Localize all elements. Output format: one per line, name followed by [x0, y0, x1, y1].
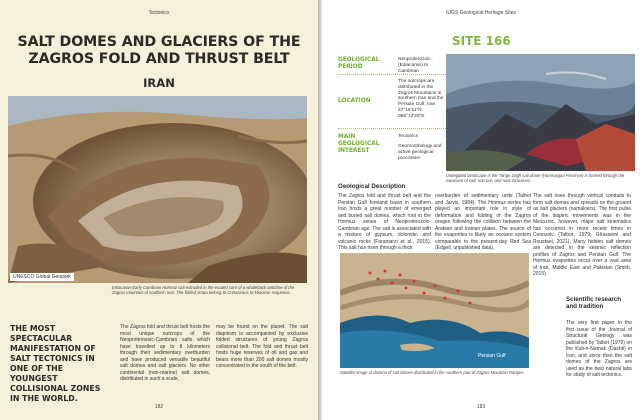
aerial-photo-image — [8, 96, 307, 283]
body-column-1: The Zagros fold and thrust belt and the Persian Gulf foreland basin in southern Iran hosts a great number of emerged and buried salt domes, which root in the Hormuz series of Neoproterozoic-Cambrian age. The salt is associated with a mixture of gypsum, dolomite, and volcanic rocks (Faramarzi et al., 2015). This salt has risen through a thick — [338, 193, 431, 251]
geological-interest-value-2: Geomorphology and active geological processes — [398, 144, 442, 161]
location-value: The outcrops are distributed in the Zagros Mountains in southern Iran and the Persian Gulf, Iran 27°16'11"N 055°13'20"E — [398, 79, 444, 119]
site-number: SITE 166 — [452, 34, 511, 48]
section-heading: Geological Description — [338, 183, 406, 190]
photo-caption: Ediacaran-Early Cambrian Hormuz salt extruded in the eroded core of a whaleback anticline of the Zagros mountain of southern Iran. The folded strata belong to Cretaceous to Miocene sequence. — [112, 285, 295, 296]
geological-period-label: GEOLOGICAL PERIOD — [338, 57, 380, 70]
body-column-3: The salt rises through vertical conduits to form salt domes and spreads on the ground as salt glaciers (namakiers). The first pulse of the diapiric movements was in the Mesozoic, however, major salt kinematics has occurred in more recent times in Cenozoic (Talbot, 1979; Ghassemi and Roustaei, 2021). Many hidden salt domes are detected in the seismic reflection profiles of Zagros and Persian Gulf. The Hormuz evaporites occur over a vast area of Iran, Middle East and Pakistan (Smith, 2015). — [533, 193, 631, 277]
body-column-2: may be found on the planet. The salt diapirism is accompanied by exclusive folded structures of young Zagros collisional belt. The fold and thrust belt hosts huge reserves of oil and gas and bears more than 200 salt domes mostly concentrated in the south of the belt. — [216, 324, 308, 369]
pull-quote: THE MOST SPECTACULAR MANIFESTATION OF SALT TECTONICS IN ONE OF THE YOUNGEST COLLISIONAL ZONES IN THE WORLD. — [10, 324, 101, 403]
running-head: Tectonics — [148, 10, 170, 16]
unesco-geopark-badge: UNESCO Global Geopark — [10, 273, 74, 281]
divider — [338, 128, 446, 129]
divider — [338, 74, 446, 75]
page-number: 182 — [154, 404, 164, 410]
right-page — [322, 0, 640, 420]
science-text: The very first paper in the first issue of the Journal of Structural Geology was published by Talbot (1979) on the Kuh-e-Namak (Dashti) in Iran, and since then the salt domes of the Zagros are used as the best natural labs for study of salt tectonics. — [566, 320, 632, 378]
geological-interest-value-1: Tectonics — [398, 134, 418, 139]
map-caption: Satellite image of dozens of salt domes distributed in the southern part of Zagros Mountain Ranges. — [340, 370, 525, 375]
section-heading-science: Scientific research and tradition — [566, 296, 622, 310]
salt-dome-landscape-photo — [446, 54, 635, 171]
geological-interest-label: MAIN GEOLOGICAL INTEREST — [338, 134, 380, 154]
satellite-map — [340, 253, 529, 368]
country-subtitle: IRAN — [143, 76, 175, 90]
location-label: LOCATION — [338, 98, 371, 104]
running-head: IUGS Geological Heritage Sites — [445, 10, 517, 16]
left-page — [0, 0, 318, 420]
geological-period-value: Neoproterozoic (Ediacaran) to Cambrian — [398, 57, 431, 74]
landscape-photo-image — [446, 54, 635, 171]
body-column-2: overburden of sedimentary units (Talbot and Jarvis, 1984). The Hormuz series has played an important role in style of deformation and folding of the Zagros orogen following the collision between the Arabian and Iranian plates. The source of the evaporites is likely an oceanic system comparable to the present-day Red Sea (Edgell, unpublished data). — [435, 193, 531, 251]
page-title: SALT DOMES AND GLACIERS OF THE ZAGROS FOLD AND THRUST BELT — [17, 34, 301, 67]
aerial-photo-salt-dome — [8, 96, 307, 283]
map-label-persian-gulf: Persian Gulf — [478, 353, 506, 359]
body-column-1: The Zagros fold and thrust belt hosts the most unique outcrops of the Neoproterozoic-Cambrian salts which have travelled up to 8 kilometers through their sedimentary overburden and have produced versatile beautiful salt domes and salt glaciers. No other continental (non-marine) salt domes, distributed in such a scale, — [120, 324, 210, 382]
photo-caption: Variegated landscape in the Tange Zagh salt dome (Hormozgan Province) is formed through the exposure of salt, iron ore, and rock inclusions. — [446, 173, 625, 184]
page-number: 183 — [476, 404, 486, 410]
satellite-map-image — [340, 253, 529, 368]
